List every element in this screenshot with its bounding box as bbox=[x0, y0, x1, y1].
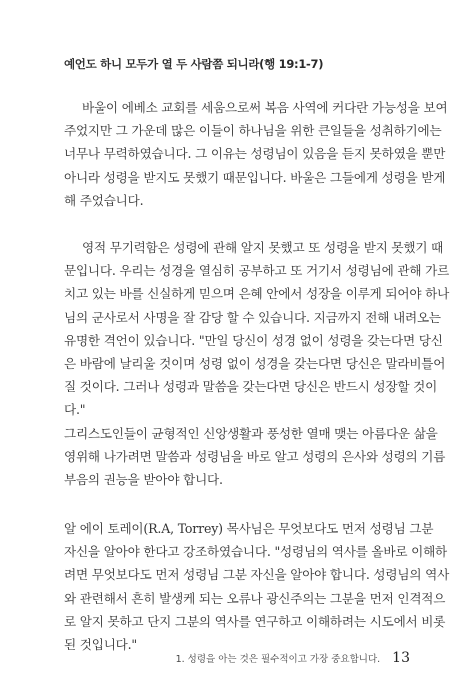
paragraph-2 bbox=[64, 236, 450, 491]
paragraph-1 bbox=[64, 96, 448, 212]
text-line: 자신을 알아야 한다고 강조하였습니다. "성령님의 역사를 올바로 이해하 bbox=[64, 544, 448, 560]
chapter-title: 1. 성령을 아는 것은 필수적이고 가장 중요합니다. bbox=[175, 654, 381, 665]
paragraph-3 bbox=[64, 517, 450, 656]
text-line: 알 에이 토레이(R.A, Torrey) 목사님은 무엇보다도 먼저 성령님 그분 bbox=[64, 521, 434, 536]
text-line: 영적 무기력함은 성령에 관해 알지 못했고 또 성령을 받지 못했기 때 bbox=[82, 240, 444, 255]
text-line: 문입니다. 우리는 성경을 열심히 공부하고 또 거기서 성령님에 관해 가르 bbox=[64, 263, 450, 279]
text-line: 주었지만 그 가운데 많은 이들이 하나님을 위한 큰일들을 성취하기에는 bbox=[64, 123, 442, 139]
text-line: 부음의 권능을 받아야 합니다. bbox=[64, 472, 223, 488]
text-line: 영위해 나가려면 말씀과 성령님을 바로 알고 성령의 은사와 성령의 기름 bbox=[64, 448, 446, 464]
text-line: 치고 있는 바를 신실하게 믿으며 은혜 안에서 성장을 이루게 되어야 하나 bbox=[64, 286, 450, 302]
text-line: 로 알지 못하고 단지 그분의 역사를 연구하고 이해하려는 시도에서 비롯 bbox=[64, 613, 446, 629]
text-line: 은 바람에 날리울 것이며 성령 없이 성경을 갖는다면 당신은 말라비틀어 bbox=[64, 356, 446, 372]
text-line: 그리스도인들이 균형적인 신앙생활과 풍성한 열매 맺는 아름다운 삶을 bbox=[64, 425, 438, 441]
text-line: 아니라 성령을 받지도 못했기 때문입니다. 바울은 그들에게 성령을 받게 bbox=[64, 169, 446, 185]
text-line: 너무나 무력하였습니다. 그 이유는 성령님이 있음을 듣지 못하였을 뿐만 bbox=[64, 146, 446, 162]
section-heading: 예언도 하니 모두가 열 두 사람쯤 되니라(행 19:1-7) bbox=[64, 57, 324, 71]
page-number: 13 bbox=[392, 650, 410, 666]
text-line: 유명한 격언이 있습니다. "만일 당신이 성경 없이 성령을 갖는다면 당신 bbox=[64, 332, 443, 348]
text-line: 와 관련해서 흔히 발생케 되는 오류나 광신주의는 그분을 먼저 인격적으 bbox=[64, 590, 446, 606]
text-line: 다." bbox=[64, 402, 86, 418]
text-line: 님의 군사로서 사명을 잘 감당 할 수 있습니다. 지금까지 전해 내려오는 bbox=[64, 309, 441, 325]
text-line: 해 주었습니다. bbox=[64, 192, 144, 208]
text-line: 질 것이다. 그러나 성령과 말씀을 갖는다면 당신은 반드시 성장할 것이 bbox=[64, 379, 438, 395]
text-line: 려면 무엇보다도 먼저 성령님 그분 자신을 알아야 합니다. 성령님의 역사 bbox=[64, 567, 450, 583]
running-footer bbox=[175, 650, 410, 666]
text-line: 바울이 에베소 교회를 세움으로써 복음 사역에 커다란 가능성을 보여 bbox=[82, 100, 448, 115]
text-line: 된 것입니다." bbox=[64, 637, 138, 653]
